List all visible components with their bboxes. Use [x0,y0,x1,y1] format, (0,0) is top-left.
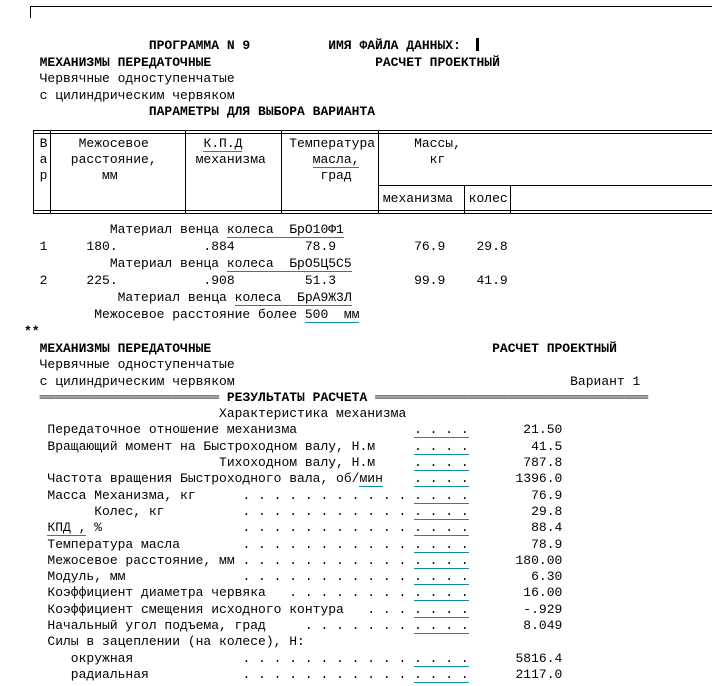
report-line [24,272,508,289]
variant-rows-section [24,221,508,340]
text-run: Материал венца [24,256,227,271]
text-run: 8.049 [468,618,563,634]
report-line [24,88,500,105]
report-line [24,585,648,601]
table-mass-separator-border [378,185,712,186]
text-run [24,520,47,535]
underlined-link[interactable]: . . . . [414,536,469,552]
text-run: . . . . . . . . [289,585,415,601]
text-run: 29.8 [468,503,563,519]
underlined-link[interactable]: КПД , [47,520,87,536]
text-run: . . . . . . . . . . . [242,666,415,682]
text-run: РЕЗУЛЬТАТЫ РАСЧЕТА [226,389,368,405]
text-run: Межосевое расстояние, мм [24,552,243,568]
report-line [24,153,445,166]
table-sub-vertical-border [510,185,511,214]
report-line [24,504,648,520]
underlined-link[interactable]: колеса БрО5Ц5С5 [226,256,352,271]
report-line [24,520,648,536]
text-run: Материал венца [24,222,227,237]
underlined-link[interactable]: . . . . [414,471,469,487]
text-run: Масса Механизма, кг [24,487,243,503]
text-run: 6.30 [468,569,563,585]
report-line [24,422,648,438]
text-run: Материал венца [24,290,235,305]
underlined-link[interactable]: масла, [312,152,360,167]
report-line [24,255,508,272]
text-run [461,38,477,53]
report-line [24,471,648,487]
text-run: . . . . . . . . . . . [242,569,415,585]
report-line [24,553,648,569]
text-run: 78.9 [468,536,563,552]
report-line [24,169,352,182]
report-line [24,406,648,422]
underlined-link[interactable]: колеса БрО10Ф1 [226,222,344,237]
underlined-link[interactable]: . . . . [414,650,469,666]
report-line [24,38,500,55]
text-run: 2 225. .908 51.3 99.9 41.9 [24,273,508,288]
text-run: . . . . . . . . . . . [242,552,415,568]
report-line [24,618,648,634]
report-line [24,374,648,390]
table-top-border [33,130,712,134]
underlined-link[interactable]: . . . . [414,422,469,438]
text-run: . . . . . . . . . . . [242,650,415,666]
text-run: Межосевое расстояние более [24,307,305,322]
text-run: 16.00 [468,585,563,601]
text-run: -.929 [468,601,563,617]
text-run: Передаточное отношение механизма [24,422,415,438]
report-line [24,306,508,323]
underlined-link[interactable]: . . . . [414,569,469,585]
report-line [24,651,648,667]
text-run: Температура Массы, [242,136,461,151]
text-run: Коэффициент диаметра червяка [24,585,290,601]
report-line [24,341,648,357]
text-run: 180.00 [468,552,563,568]
text-run: Модуль, мм [24,569,243,585]
variant-parameters-table [0,130,712,214]
text-run: Червячные одноступенчатые [24,357,235,373]
report-line [24,71,500,88]
text-run: а расстояние, механизма [24,152,313,167]
report-line [24,221,508,238]
text-run: 21.50 [468,422,563,438]
underlined-link[interactable]: К.П.Д [203,136,243,151]
report-line [24,238,508,255]
underlined-link[interactable]: 500 мм [304,307,360,322]
text-run: 2117.0 [468,666,563,682]
text-run: 787.8 [468,455,563,471]
report-line [24,192,508,205]
text-run: Колес, кг [24,503,243,519]
underlined-link[interactable]: . . . . [414,601,469,617]
text-run: % [86,520,243,536]
text-run: 41.5 [468,438,563,454]
text-run: . . . . . . . . . . . [242,536,415,552]
report-line [24,439,648,455]
report-line [24,104,500,121]
text-run: . . . . . . . . . . . [242,503,415,519]
text-run: В Межосевое [24,136,204,151]
text-run [383,471,414,486]
underlined-link[interactable]: . . . . [414,487,469,503]
text-run: МЕХАНИЗМЫ ПЕРЕДАТОЧНЫЕ [24,54,212,70]
text-run: ПАРАМЕТРЫ ДЛЯ ВЫБОРА ВАРИАНТА [24,104,376,119]
text-run: Вариант 1 [570,373,641,389]
text-run: ═══════════════════════ [24,389,227,405]
text-run: . . . [367,601,415,617]
text-run: РАСЧЕТ ПРОЕКТНЫЙ [492,341,617,356]
report-line [24,455,648,471]
report-line [24,137,461,150]
report-line [24,488,648,504]
report-line [24,390,648,406]
report-line [24,537,648,553]
page-frame-top-border [30,6,712,7]
text-run: 76.9 [468,487,563,503]
underlined-link[interactable]: . . . . [414,618,469,634]
text-run: с цилиндрическим червяком [24,373,235,389]
text-run: Температура масла [24,536,243,552]
text-run: Червячные одноступенчатые [24,71,235,86]
text-run: кг [359,152,446,167]
report-line [24,323,508,340]
text-run: Характеристика механизма [24,406,407,422]
text-run: механизма колес [24,191,508,206]
text-run: 1 180. .884 78.9 76.9 29.8 [24,239,508,254]
text-run: . . . . . . . . . . . [242,520,415,536]
text-run: 1396.0 [468,471,563,487]
report-line [24,634,648,650]
file-name-input-cursor[interactable] [476,38,479,51]
report-line [24,55,500,72]
text-run: Начальный угол подъема, град [24,618,305,634]
text-run: . . . . . . . . . . . [242,487,415,503]
text-run: с цилиндрическим червяком [24,87,235,103]
text-run [211,55,375,70]
text-run: радиальная [24,666,243,682]
underlined-link[interactable]: . . . . [414,585,469,601]
text-run: Силы в зацеплении (на колесе), Н: [24,634,305,650]
table-bottom-border [33,210,712,214]
text-run: ПРОГРАММА N 9 ИМЯ ФАЙЛА ДАННЫХ: [24,38,461,53]
underlined-link[interactable]: . . . . [414,552,469,568]
report-line [24,289,508,306]
report-line [24,667,648,683]
program-header [24,38,500,121]
text-run [235,374,570,389]
text-run: МЕХАНИЗМЫ ПЕРЕДАТОЧНЫЕ [24,341,212,356]
text-run [211,341,492,356]
text-run: Коэффициент смещения исходного контура [24,601,368,617]
underlined-link[interactable]: . . . . [414,520,469,536]
report-line [24,569,648,585]
text-run: ═══════════════════════════════════ [367,389,649,405]
text-run: р мм град [24,168,352,183]
report-line [24,602,648,618]
underlined-link[interactable]: мин [359,471,383,487]
underlined-link[interactable]: колеса БрА9Ж3Л [234,290,352,305]
text-run: окружная [24,650,243,666]
report-line [24,357,648,373]
underlined-link[interactable]: . . . . [414,455,469,471]
text-run: РАСЧЕТ ПРОЕКТНЫЙ [375,54,500,70]
page-frame-corner-border [30,6,31,18]
underlined-link[interactable]: . . . . [414,666,469,682]
results-section [24,341,648,683]
text-run: Тихоходном валу, Н.м [24,455,415,471]
text-run: 88.4 [468,520,563,536]
text-run: . . . . . . . [304,618,415,634]
text-run: ** [24,324,40,339]
text-run: 5816.4 [468,650,563,666]
underlined-link[interactable]: . . . . [414,438,469,454]
underlined-link[interactable]: . . . . [414,503,469,519]
text-run: Вращающий момент на Быстроходном валу, Н.м [24,438,415,454]
text-run: Частота вращения Быстроходного вала, об/ [24,471,360,487]
